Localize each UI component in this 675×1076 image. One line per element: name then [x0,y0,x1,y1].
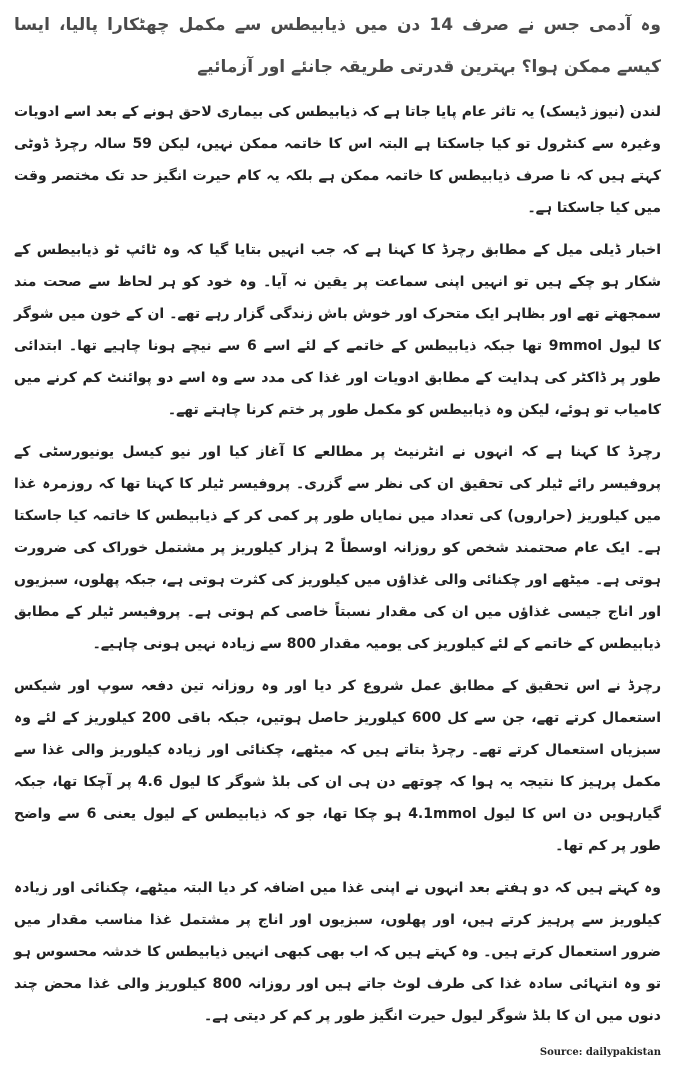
article-paragraph-3: رچرڈ کا کہنا ہے کہ انہوں نے انٹرنیٹ پر مطالعے کا آغاز کیا اور نیو کیسل یونیورسٹی کے پروفیسر رائے ٹیلر کی تحقیق ان کی نظر سے گزری۔ پروفیسر ٹیلر کا کہنا تھا کہ روزمرہ غذا میں کیلوریز (حراروں) کی تعداد میں نمایاں طور پر کمی کر کے ذیابیطس کا خاتمہ کیا جاسکتا ہے۔ ایک عام صحتمند شخص کو روزانہ اوسطاً 2 ہزار کیلوریز پر مشتمل خوراک کی ضرورت ہوتی ہے۔ میٹھے اور چکنائی والی غذاؤں میں کیلوریز کی کثرت ہوتی ہے، جبکہ پھلوں، سبزیوں اور اناج جیسی غذاؤں میں ان کی مقدار نسبتاً خاصی کم ہوتی ہے۔ پروفیسر ٹیلر کے مطابق ذیابیطس کے خاتمے کے لئے کیلوریز کی یومیہ مقدار 800 سے زیادہ نہیں ہونی چاہیے۔ [14,444,661,652]
article-paragraph-2: اخبار ڈیلی میل کے مطابق رچرڈ کا کہنا ہے کہ جب انہیں بتایا گیا کہ وہ ٹائپ ٹو ذیابیطس کے شکار ہو چکے ہیں تو انہیں اپنی سماعت پر یقین نہ آیا۔ وہ خود کو ہر لحاظ سے صحت مند سمجھتے تھے اور بظاہر ایک متحرک اور خوش باش زندگی گزار رہے تھے۔ ان کے خون میں شوگر کا لیول 9mmol تھا جبکہ ذیابیطس کے خاتمے کے لئے اسے 6 سے نیچے ہونا چاہیے تھا۔ ابتدائی طور پر ڈاکٹر کی ہدایت کے مطابق ادویات اور غذا کی مدد سے وہ اسے دو پوائنٹ کم کرنے میں کامیاب تو ہوئے، لیکن وہ ذیابیطس کو مکمل طور پر ختم کرنا چاہتے تھے۔ [14,242,661,418]
article-headline: وہ آدمی جس نے صرف 14 دن میں ذیابیطس سے مکمل چھٹکارا پالیا، ایسا کیسے ممکن ہوا؟ بہترین قدرتی طریقہ جانئے اور آزمائیے [14,15,661,77]
article-paragraph-4: رچرڈ نے اس تحقیق کے مطابق عمل شروع کر دیا اور وہ روزانہ تین دفعہ سوپ اور شیکس استعمال کرتے تھے، جن سے کل 600 کیلوریز حاصل ہوتیں، جبکہ باقی 200 کیلوریز کے لئے وہ سبزیاں استعمال کرتے تھے۔ رچرڈ بتاتے ہیں کہ میٹھے، چکنائی اور زیادہ کیلوریز والی غذا سے مکمل پرہیز کا نتیجہ یہ ہوا کہ چوتھے دن ہی ان کی بلڈ شوگر کا لیول 4.6 پر آچکا تھا، جبکہ گیارہویں دن اس کا لیول 4.1mmol ہو چکا تھا، جو کہ ذیابیطس کے لیول یعنی 6 سے واضح طور پر کم تھا۔ [14,678,661,854]
article-body [14,4,661,1042]
article-paragraph-1: لندن (نیوز ڈیسک) یہ تاثر عام پایا جاتا ہے کہ ذیابیطس کی بیماری لاحق ہونے کے بعد اسے ادویات وغیرہ سے کنٹرول تو کیا جاسکتا ہے البتہ اس کا خاتمہ ممکن نہیں، لیکن 59 سالہ رچرڈ ڈوٹی کہتے ہیں کہ نا صرف ذیابیطس کا خاتمہ ممکن ہے بلکہ یہ کام حیرت انگیز حد تک مختصر وقت میں کیا جاسکتا ہے۔ [14,104,661,216]
article-paragraph-5: وہ کہتے ہیں کہ دو ہفتے بعد انہوں نے اپنی غذا میں اضافہ کر دیا البتہ میٹھے، چکنائی اور زیادہ کیلوریز سے پرہیز کرتے ہیں، اور پھلوں، سبزیوں اور اناج پر مشتمل غذا مناسب مقدار میں ضرور استعمال کرتے ہیں۔ وہ کہتے ہیں کہ اب بھی کبھی انہیں ذیابیطس کا خدشہ محسوس ہو تو وہ انتہائی سادہ غذا کی طرف لوٹ جاتے ہیں اور روزانہ 800 کیلوریز والی غذا محض چند دنوں میں ان کا بلڈ شوگر لیول حیرت انگیز طور پر کم کر دیتی ہے۔ [14,880,661,1024]
source-credit: Source: dailypakistan [539,1047,661,1058]
